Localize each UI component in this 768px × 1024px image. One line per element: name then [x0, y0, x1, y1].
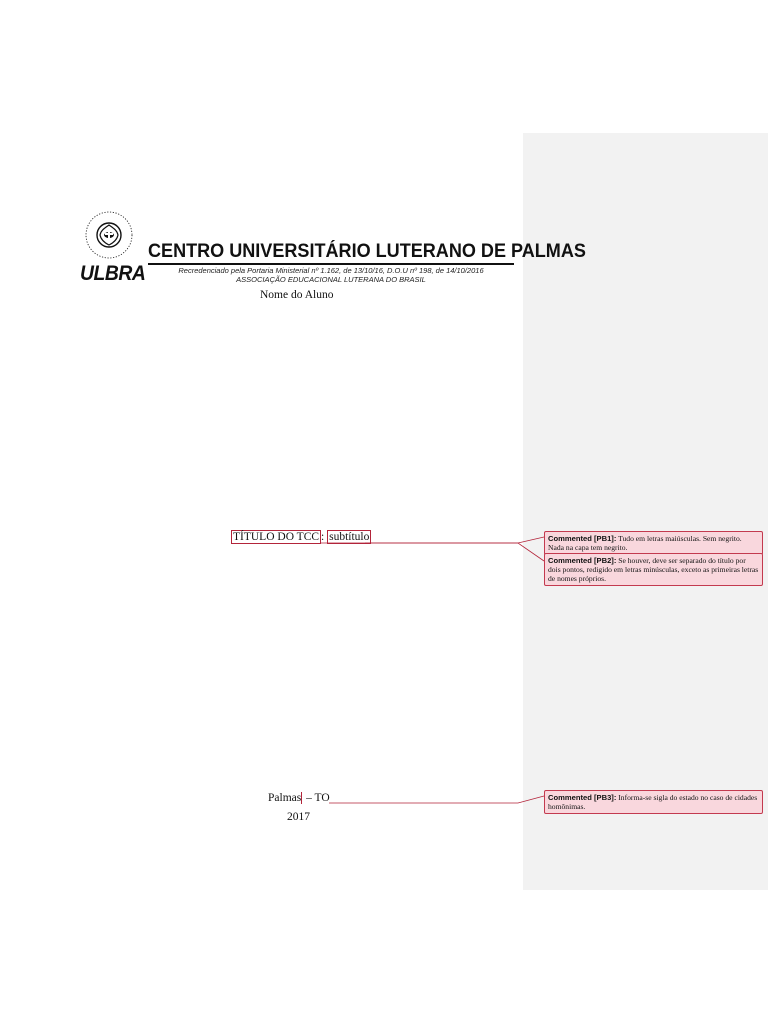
- connector-pb3: [329, 796, 544, 803]
- association-line: ASSOCIAÇÃO EDUCACIONAL LUTERANA DO BRASIL: [236, 275, 426, 284]
- comment-label: Commented [PB1]:: [548, 534, 617, 543]
- ulbra-logo: ULBRA: [80, 262, 146, 285]
- luther-rose-seal-icon: [78, 210, 140, 260]
- header-rule: [148, 263, 514, 265]
- title-separator: :: [321, 531, 325, 543]
- student-name[interactable]: Nome do Aluno: [260, 289, 334, 301]
- comment-text: Tudo em letras maiúsculas. Sem negrito. Nada na capa tem negrito.: [548, 534, 742, 552]
- comment-pb1[interactable]: [544, 531, 763, 555]
- comment-pb3[interactable]: [544, 790, 763, 814]
- year-text[interactable]: 2017: [287, 811, 310, 823]
- city-text: Palmas: [268, 792, 302, 804]
- title-text[interactable]: TÍTULO DO TCC: [233, 531, 320, 543]
- comment-label: Commented [PB2]:: [548, 556, 617, 565]
- institution-name: CENTRO UNIVERSITÁRIO LUTERANO DE PALMAS: [148, 241, 586, 262]
- accreditation-line: Recredenciado pela Portaria Ministerial nº 1.162, de 13/10/16, D.O.U nº 198, de 14/10/2016: [178, 266, 484, 275]
- title-line[interactable]: [231, 531, 371, 543]
- comment-text: Se houver, deve ser separado do título por dois pontos, redigido em letras minúsculas, exceto as primeiras letras de nomes próprios.: [548, 556, 759, 583]
- state-text[interactable]: – TO: [303, 792, 330, 804]
- connector-pb2: [365, 543, 544, 561]
- subtitle-text[interactable]: subtítulo: [329, 531, 370, 543]
- city-line[interactable]: [268, 792, 330, 804]
- comment-label: Commented [PB3]:: [548, 793, 617, 802]
- comment-text: Informa-se sigla do estado no caso de cidades homônimas.: [548, 793, 758, 811]
- comment-pb2[interactable]: [544, 553, 763, 586]
- institution-header: [78, 210, 586, 290]
